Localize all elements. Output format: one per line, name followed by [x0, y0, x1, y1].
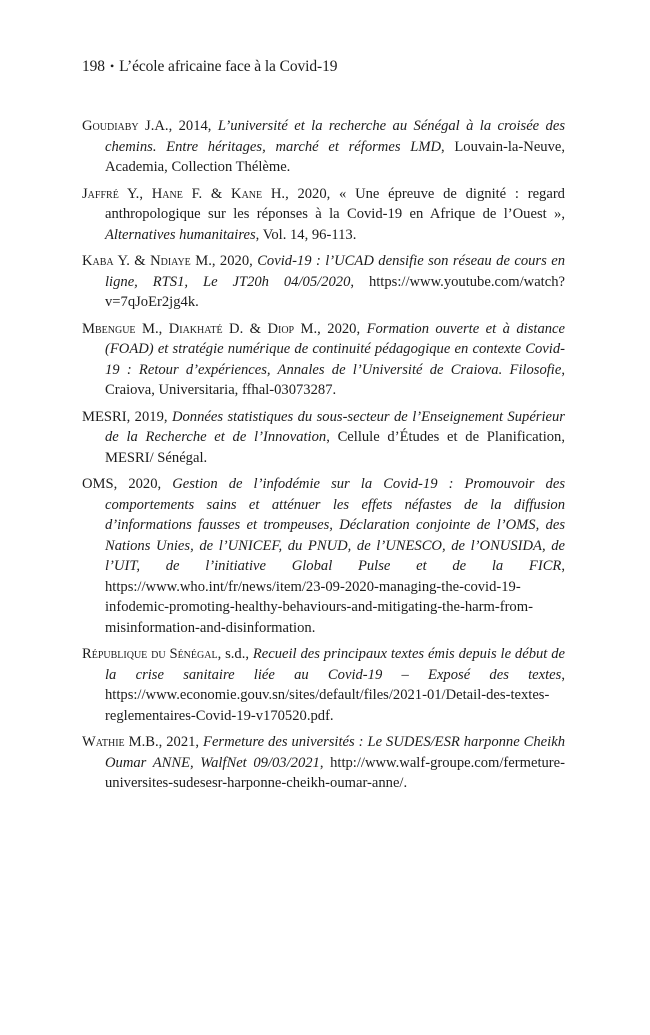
reference-entry	[82, 184, 565, 246]
reference-author-initials: D. &	[222, 320, 268, 337]
reference-author: Mbengue	[82, 320, 136, 337]
reference-author: Kane	[231, 185, 263, 202]
reference-title: L’université et la recherche au Sénégal à la croisée des chemins. Entre héritages, marché et réformes LMD	[105, 118, 565, 155]
header-separator: •	[109, 59, 115, 73]
reference-author-initials: M.,	[135, 320, 169, 337]
reference-author: Jaffré	[82, 185, 119, 202]
reference-year: , s.d.,	[217, 646, 253, 662]
reference-details: , http://www.walf-groupe.com/fermeture-universites-sudesesr-harponne-cheikh-oumar-anne/.	[105, 754, 566, 791]
reference-author-initials: Y.,	[118, 185, 152, 202]
reference-details: , Vol. 14, 96-113.	[255, 226, 357, 243]
reference-year: M., 2020,	[190, 253, 258, 269]
reference-title: Fermeture des universités : Le SUDES/ESR harponne Cheikh Oumar ANNE, WalfNet 09/03/2021	[105, 734, 565, 771]
reference-details: , Cellule d’Études et de Planification, MESRI/ Sénégal.	[105, 429, 565, 466]
reference-title: Alternatives humanitaires	[105, 226, 256, 243]
reference-author: Goudiaby	[82, 118, 139, 134]
reference-entry	[82, 474, 565, 638]
reference-title: Formation ouverte et à distance (FOAD) et stratégie numérique de continuité pédagogique en contexte Covid-19 : Retour d’expériences, Annales de l’Université de Craiova. Filosofie	[105, 320, 565, 378]
reference-entry	[82, 732, 565, 794]
reference-author: Diop	[267, 320, 295, 337]
reference-entry	[82, 644, 565, 726]
reference-author-initials: Y. &	[113, 253, 151, 269]
reference-author-initials: F. &	[182, 185, 232, 202]
running-header	[82, 58, 337, 76]
reference-entry	[82, 116, 565, 178]
reference-author: Kaba	[82, 253, 114, 269]
reference-entry	[82, 319, 565, 401]
reference-title: Covid-19 : l’UCAD densifie son réseau de cours en ligne, RTS1, Le JT20h 04/05/2020	[105, 253, 565, 290]
reference-author: Wathie	[82, 734, 125, 750]
reference-title: Gestion de l’infodémie sur la Covid-19 : Promouvoir des comportements sains et atténuer les effets néfastes de la diffusion d’informations fausses et trompeuses, Déclaration conjointe de l’OMS, des Nations Unies, de l’UNICEF, du PNUD, de l’UNESCO, de l’ONUSIDA, de l’UIT, de l’initiative Global Pulse et de la FICR	[105, 476, 565, 574]
reference-year: M.B., 2021,	[124, 734, 204, 750]
reference-title: Données statistiques du sous-secteur de l’Enseignement Supérieur de la Recherche et de l’Innovation	[105, 408, 565, 445]
reference-details: , Craiova, Universitaria, ffhal-03073287.	[105, 361, 565, 398]
reference-details: , https://www.economie.gouv.sn/sites/default/files/2021-01/Detail-des-textes-reglementaires-Covid-19-v170520.pdf.	[105, 666, 565, 724]
reference-details: , Louvain-la-Neuve, Academia, Collection Thélème.	[105, 138, 566, 175]
reference-author: Diakhaté	[168, 320, 223, 337]
reference-author: République du Sénégal	[82, 646, 218, 662]
reference-author: Ndiaye	[150, 253, 191, 269]
reference-entry	[82, 251, 565, 313]
reference-year: M., 2020,	[294, 320, 367, 337]
reference-author: Hane	[151, 185, 183, 202]
reference-list	[82, 116, 565, 800]
reference-title: Recueil des principaux textes émis depuis le début de la crise sanitaire liée au Covid-19 – Exposé des textes	[105, 646, 565, 683]
reference-details: , https://www.who.int/fr/news/item/23-09-2020-managing-the-covid-19-infodemic-promoting-healthy-behaviours-and-mitigating-the-harm-from-misinformation-and-disinformation.	[105, 558, 565, 636]
book-title: L’école africaine face à la Covid-19	[119, 58, 338, 75]
page-number: 198	[82, 58, 105, 75]
reference-year: H., 2020, « Une épreuve de dignité : regard anthropologique sur les réponses à la Covid-19 en Afrique de l’Ouest »,	[105, 185, 565, 222]
reference-author: OMS, 2020,	[82, 476, 173, 492]
reference-details: , https://www.youtube.com/watch?v=7qJoEr2jg4k.	[105, 273, 565, 310]
reference-entry	[82, 407, 565, 469]
reference-author: MESRI, 2019,	[82, 408, 172, 425]
reference-year: J.A., 2014,	[138, 118, 218, 134]
